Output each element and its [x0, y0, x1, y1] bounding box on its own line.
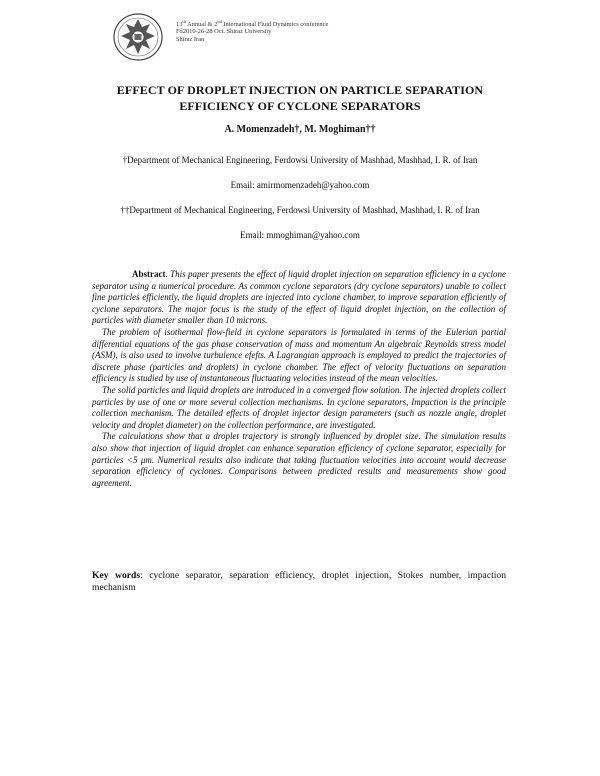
abstract-label: Abstract [132, 269, 166, 279]
abstract-paragraph-3: The solid particles and liquid droplets are introduced in a converged flow solution. The injected droplets collect particles by use of one or more several collection mechanisms. In cyclone separators, Impaction is the principle collection mechanism. The detailed effects of droplet injector design parameters (such as nozzle angle, droplet velocity and droplet diameter) on the collection performance, are investigated. [92, 384, 506, 430]
conference-line-3: Shiraz Iran [176, 35, 205, 43]
abstract [92, 269, 506, 489]
conference-info [176, 18, 329, 43]
conference-line-1: 13th Annual & 2nd International Fluid Dynamics conference [176, 18, 329, 28]
keywords-label: Key words [92, 570, 141, 581]
abstract-paragraph-1: Abstract. This paper presents the effect of liquid droplet injection on separation efficiency in a cyclone separator using a numerical procedure. As common cyclone separators (dry cyclone separators) unable to collect fine particles efficiently, the liquid droplets are injected into cyclone chamber, to improve separation efficiently of cyclone separators. The major focus is the study of the effect of liquid droplet injection, on the collection of particles with diameter smaller than 10 microns. [92, 269, 506, 326]
conference-line-2: Fd2010-26-28 Oct. Shiraz University [176, 28, 272, 36]
keywords-text: : cyclone separator, separation efficiency, droplet injection, Stokes number, impaction mechanism [92, 570, 507, 594]
abstract-paragraph-2: The problem of isothermal flow-field in cyclone separators is formulated in terms of the Eulerian partial differential equations of the gas phase conservation of mass and momentum An algebraic Reynolds stress model (ASM), is also used to involve turbulence efefts. A Lagrangian approach is employed to predict the trajectories of discrete phase (particles and droplets) in cyclone chamber. The effect of velocity fluctuations on separation efficiency is studied by use of instantaneous fluctuating velocities instead of the mean velocities. [92, 326, 506, 384]
authors: A. Momenzadeh†, M. Moghiman†† [224, 124, 376, 135]
keywords [92, 570, 506, 595]
affiliation-1: †Department of Mechanical Engineering, Ferdowsi University of Mashhad, Mashhad, I. R. of Iran [122, 155, 478, 165]
title-line-2: EFFICIENCY OF CYCLONE SEPARATORS [179, 98, 421, 113]
paper-title [60, 83, 540, 114]
title-line-1: EFFECT OF DROPLET INJECTION ON PARTICLE SEPARATION [116, 83, 484, 97]
email-2: Email: mmoghiman@yahoo.com [240, 230, 360, 240]
university-logo-icon [112, 12, 164, 62]
abstract-paragraph-4: The calculations show that a droplet trajectory is strongly influenced by droplet size. The simulation results also show that injection of liquid droplet can enhance separation efficiency of cyclone separator, especially for particles <5 μm. Numerical results also indicate that taking fluctuation velocities into account would decrease separation efficiency of cyclones. Comparisons between predicted results and measurements show good agreement. [92, 431, 506, 488]
conference-header [112, 12, 412, 62]
affiliation-2: ††Department of Mechanical Engineering, Ferdowsi University of Mashhad, Mashhad, I. R. of Iran [120, 205, 480, 215]
email-1: Email: amirmomenzadeh@yahoo.com [230, 180, 370, 190]
